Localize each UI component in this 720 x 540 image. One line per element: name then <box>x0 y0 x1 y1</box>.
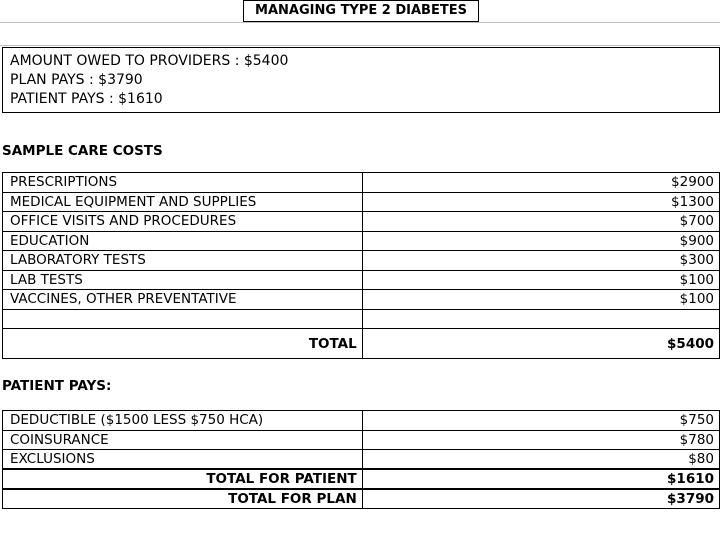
total-plan-amount: $3790 <box>362 489 719 509</box>
amount-owed-line: AMOUNT OWED TO PROVIDERS : $5400 <box>10 53 289 69</box>
total-plan-label: TOTAL FOR PLAN <box>3 489 363 509</box>
total-patient-amount: $1610 <box>362 469 719 489</box>
row-label: EDUCATION <box>3 231 363 251</box>
row-label: VACCINES, OTHER PREVENTATIVE <box>3 290 363 310</box>
total-row <box>3 329 720 359</box>
row-label: DEDUCTIBLE ($1500 LESS $750 HCA) <box>3 411 363 431</box>
care-costs-table <box>2 172 720 359</box>
row-amount: $80 <box>362 450 719 470</box>
row-label: LABORATORY TESTS <box>3 251 363 271</box>
row-label: MEDICAL EQUIPMENT AND SUPPLIES <box>3 192 363 212</box>
row-label: LAB TESTS <box>3 270 363 290</box>
table-row <box>3 430 720 450</box>
care-costs-heading: SAMPLE CARE COSTS <box>2 143 163 159</box>
row-label: PRESCRIPTIONS <box>3 173 363 193</box>
row-label: OFFICE VISITS AND PROCEDURES <box>3 212 363 232</box>
blank-row <box>3 309 720 329</box>
table-row <box>3 270 720 290</box>
row-label: EXCLUSIONS <box>3 450 363 470</box>
total-patient-row <box>3 469 720 489</box>
row-amount: $900 <box>362 231 719 251</box>
patient-pays-table <box>2 410 720 509</box>
row-amount: $1300 <box>362 192 719 212</box>
row-label: COINSURANCE <box>3 430 363 450</box>
row-amount: $750 <box>362 411 719 431</box>
blank-cell <box>362 309 719 329</box>
row-amount: $100 <box>362 290 719 310</box>
row-amount: $300 <box>362 251 719 271</box>
row-amount: $780 <box>362 430 719 450</box>
total-patient-label: TOTAL FOR PATIENT <box>3 469 363 489</box>
summary-box <box>2 47 720 113</box>
total-label: TOTAL <box>3 329 363 359</box>
row-amount: $2900 <box>362 173 719 193</box>
patient-pays-heading: PATIENT PAYS: <box>2 378 112 394</box>
table-row <box>3 251 720 271</box>
page-title: MANAGING TYPE 2 DIABETES <box>243 0 479 22</box>
total-plan-row <box>3 489 720 509</box>
table-row <box>3 290 720 310</box>
table-row <box>3 212 720 232</box>
table-row <box>3 411 720 431</box>
table-row <box>3 173 720 193</box>
table-row <box>3 192 720 212</box>
row-amount: $700 <box>362 212 719 232</box>
patient-pays-line: PATIENT PAYS : $1610 <box>10 91 163 107</box>
table-row <box>3 450 720 470</box>
blank-cell <box>3 309 363 329</box>
row-amount: $100 <box>362 270 719 290</box>
spacer-row <box>0 22 720 46</box>
total-amount: $5400 <box>362 329 719 359</box>
plan-pays-line: PLAN PAYS : $3790 <box>10 72 143 88</box>
table-row <box>3 231 720 251</box>
